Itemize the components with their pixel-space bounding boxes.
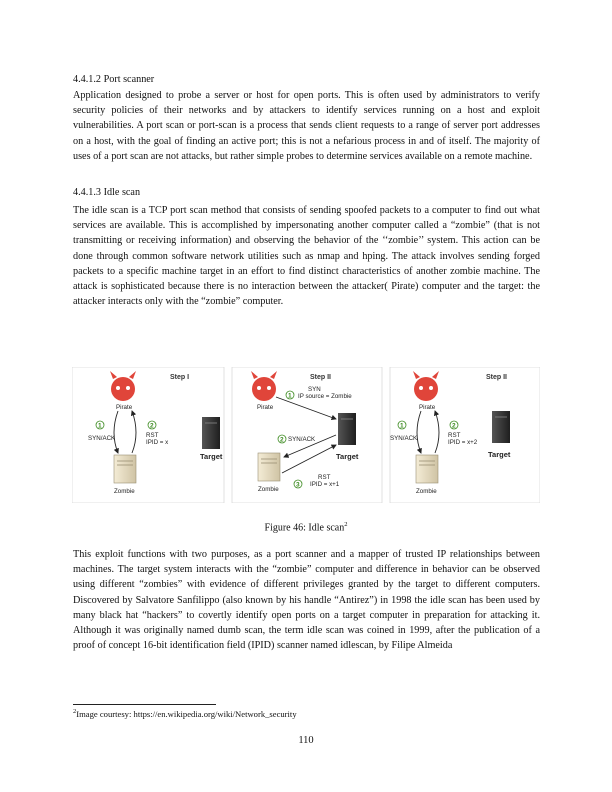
section-heading-port-scanner: 4.4.1.2 Port scanner xyxy=(73,74,155,85)
pirate-label: Pirate xyxy=(257,404,274,411)
footnote-mark: 2 xyxy=(73,708,77,715)
zombie-label: Zombie xyxy=(258,486,279,493)
zombie-computer-icon xyxy=(416,455,438,483)
footnote-reference: 2 xyxy=(344,521,348,528)
synack-label: SYN/ACK xyxy=(88,435,116,442)
rst-label: RST xyxy=(448,432,461,439)
step-number: 3 xyxy=(296,481,300,489)
target-server-icon xyxy=(338,413,356,445)
target-label: Target xyxy=(336,452,359,461)
page-number: 110 xyxy=(298,735,314,746)
figure-caption xyxy=(0,521,612,533)
ipid-label: IPID = x+2 xyxy=(448,439,478,446)
target-server-icon xyxy=(492,411,510,443)
pirate-label: Pirate xyxy=(419,404,436,411)
footnote-divider xyxy=(73,704,216,705)
ipid-label: IPID = x+1 xyxy=(310,481,340,488)
syn-label: SYN xyxy=(308,386,321,393)
rst-label: RST xyxy=(318,474,331,481)
figure-panel-step-1 xyxy=(72,367,224,503)
step-number: 2 xyxy=(280,436,284,444)
target-label: Target xyxy=(488,450,511,459)
section-heading-idle-scan: 4.4.1.3 Idle scan xyxy=(73,187,141,198)
zombie-label: Zombie xyxy=(114,488,135,495)
zombie-computer-icon xyxy=(258,453,280,481)
step-number: 2 xyxy=(150,422,154,430)
section-body-idle-scan: The idle scan is a TCP port scan method that consists of sending spoofed packets to a computer to find out what services are available. This is accomplished by impersonating another computer called a “zombie” (that is not transmitting or receiving information) and observing the behavior of the ‘‘zombie’’ system. This action can be done through common software network utilities such as nmap and hping. The attack involves sending forged packets to a specific machine target in an effort to find distinct characteristics of another zombie machine. The attack is sophisticated because there is no interaction between the attacker( Pirate) computer and the target: the attacker interacts only with the “zombie” computer. xyxy=(73,205,540,308)
ipid-label: IPID = x xyxy=(146,439,169,446)
figure-panel-step-2 xyxy=(232,367,382,503)
step-label: Step II xyxy=(486,374,508,381)
target-label: Target xyxy=(200,452,223,461)
step-label: Step II xyxy=(310,374,332,381)
synack-label: SYN/ACK xyxy=(390,435,418,442)
paragraph-idle-scan-history: This exploit functions with two purposes, as a port scanner and a mapper of trusted IP relationships between machines. The target system interacts with the “zombie” computer and difference in behavior can be observed using different “zombies” with evidence of different privileges granted by the target to different computers. Discovered by Salvatore Sanfilippo (also known by his handle “Antirez”) in 1998 the idle scan has been used by many black hat “hackers” to covertly identify open ports on a target computer in preparation for attacking it. Although it was originally named dumb scan, the term idle scan was coined in 1999, after the publication of a proof of concept 16-bit identification field (IPID) scanner named idlescan, by Filipe Almeida xyxy=(73,549,540,652)
zombie-label: Zombie xyxy=(416,488,437,495)
figure-panel-step-3 xyxy=(390,367,540,503)
footnote xyxy=(73,708,297,719)
footnote-text: Image courtesy: https://en.wikipedia.org/wiki/Network_security xyxy=(76,708,297,719)
target-server-icon xyxy=(202,417,220,449)
pirate-label: Pirate xyxy=(116,404,133,411)
rst-label: RST xyxy=(146,432,159,439)
figure-caption-text: Figure 46: Idle scan xyxy=(264,522,345,534)
synack-label: SYN/ACK xyxy=(288,436,316,443)
section-body-port-scanner: Application designed to probe a server or host for open ports. This is often used by administrators to verify security policies of their networks and by attackers to identify services running on a host and exploit vulnerabilities. A port scan or port-scan is a process that sends client requests to a range of server port addresses on a host, with the goal of finding an active port; this is not a nefarious process in and of itself. The majority of uses of a port scan are not attacks, but rather simple probes to determine services available on a remote machine. xyxy=(73,90,540,162)
zombie-computer-icon xyxy=(114,455,136,483)
step-number: 1 xyxy=(288,392,292,400)
step-number: 2 xyxy=(452,422,456,430)
idle-scan-figure xyxy=(72,367,540,503)
step-number: 1 xyxy=(98,422,102,430)
step-number: 1 xyxy=(400,422,404,430)
ip-source-label: IP source = Zombie xyxy=(298,393,352,400)
step-label: Step I xyxy=(170,374,190,381)
